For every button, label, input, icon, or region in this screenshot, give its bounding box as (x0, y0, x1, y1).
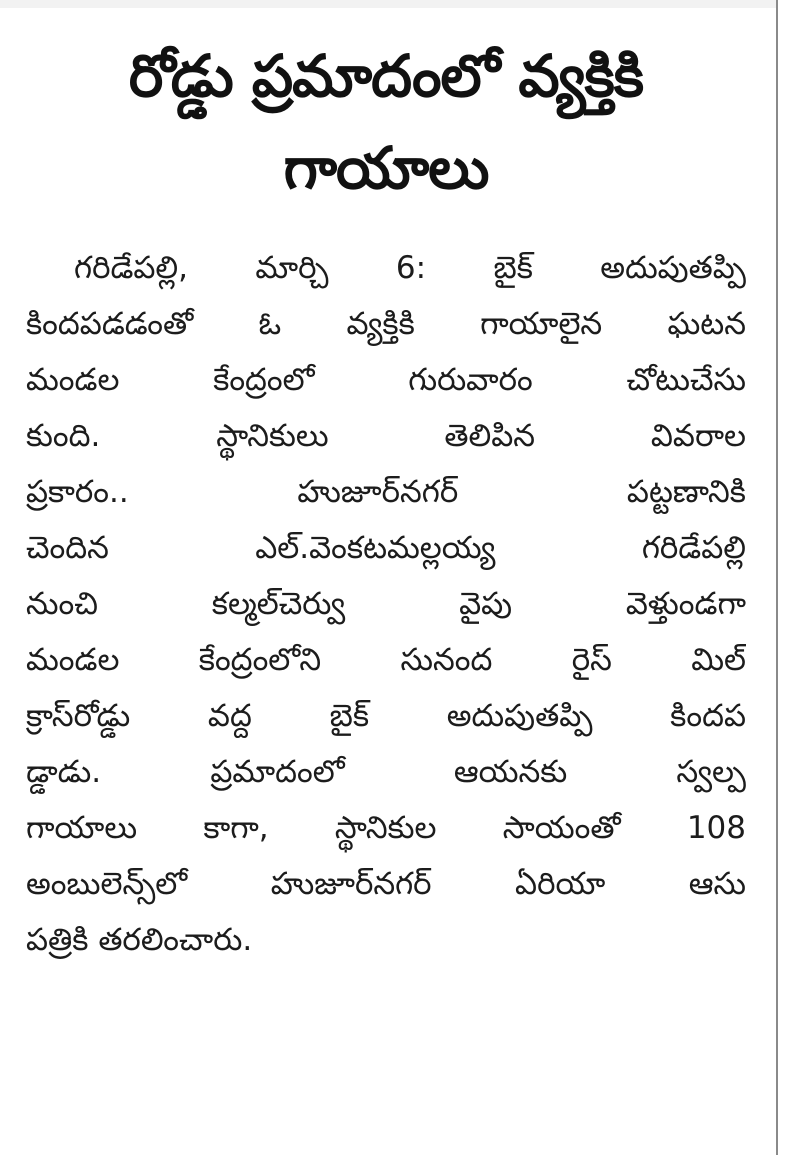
headline-line-2: గాయాలు (283, 134, 489, 202)
body-line: గరిడేపల్లి, మార్చి 6: బైక్ అదుపుతప్పి (74, 250, 746, 286)
body-line: గాయాలు కాగా, స్థానికుల సాయంతో 108 (26, 810, 746, 846)
top-strip (0, 0, 776, 8)
body-line: క్రాస్‌రోడ్డు వద్ద బైక్ అదుపుతప్పి కిందప (26, 698, 746, 734)
body-line: డ్డాడు. ప్రమాదంలో ఆయనకు స్వల్ప (26, 754, 746, 790)
body-line: కిందపడడంతో ఓ వ్యక్తికి గాయాలైన ఘటన (26, 306, 746, 342)
body-line: ప్రకారం.. హుజూర్‌నగర్ పట్టణానికి (26, 474, 746, 510)
body-line: పత్రికి తరలించారు. (26, 922, 253, 958)
article-body (26, 240, 746, 968)
body-line: నుంచి కల్మల్‌చెర్వు వైపు వెళ్తుండగా (26, 586, 746, 622)
column-rule (776, 0, 778, 1155)
body-line: మండల కేంద్రంలో గురువారం చోటుచేసు (26, 362, 746, 398)
article-headline (26, 30, 746, 214)
body-line: అంబులెన్స్‌లో హుజూర్‌నగర్ ఏరియా ఆసు (26, 866, 746, 902)
body-line: కుంది. స్థానికులు తెలిపిన వివరాల (26, 418, 746, 454)
body-line: మండల కేంద్రంలోని సునంద రైస్ మిల్ (26, 642, 746, 678)
news-article (26, 30, 746, 968)
body-line: చెందిన ఎల్.వెంకటమల్లయ్య గరిడేపల్లి (26, 530, 746, 566)
headline-line-1: రోడ్డు ప్రమాదంలో వ్యక్తికి (128, 42, 644, 110)
